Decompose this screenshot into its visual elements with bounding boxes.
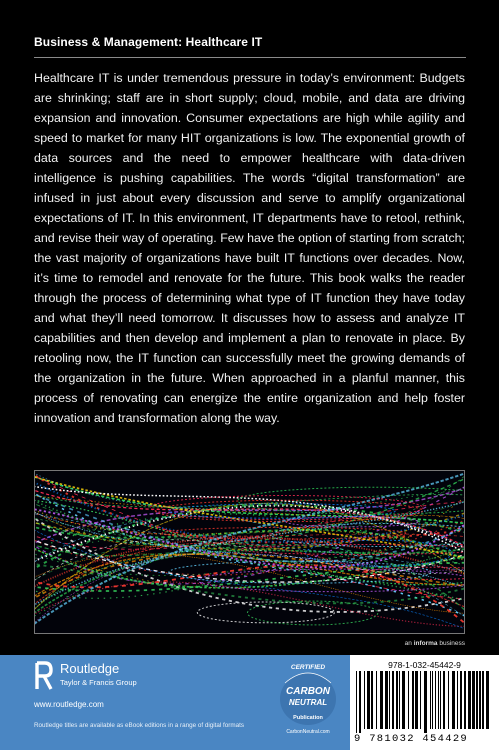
barcode-bar — [424, 671, 427, 733]
badge-carbon: CARBON — [286, 686, 330, 697]
barcode-bar — [472, 671, 475, 729]
publisher-url[interactable]: www.routledge.com — [34, 700, 104, 709]
informa-brand: informa — [413, 640, 438, 647]
barcode-bar — [482, 671, 484, 729]
barcode-panel — [350, 655, 499, 750]
barcode-bar — [385, 671, 388, 729]
barcode-bar — [389, 671, 390, 729]
informa-suffix: business — [437, 640, 465, 647]
publisher-name: Routledge — [60, 661, 120, 676]
barcode-bar — [396, 671, 398, 729]
barcode-bar — [415, 671, 418, 729]
informa-prefix: an — [404, 640, 414, 647]
barcode-bar — [371, 671, 373, 729]
badge-publication: Publication — [293, 715, 323, 721]
badge-certified: CERTIFIED — [290, 664, 326, 671]
badge-neutral: NEUTRAL — [288, 698, 328, 707]
barcode-bar — [457, 671, 458, 729]
barcode-bar — [430, 671, 431, 729]
barcode-bar — [476, 671, 478, 729]
barcode-bar — [432, 671, 433, 729]
barcode-bar — [464, 671, 466, 729]
back-cover-blurb: Healthcare IT is under tremendous pressure in today’s environment: Budgets are shrinking; staff are in short supply; cloud, mobile, and data are driving expansion and innovation. Consumer expectations are high while agility and speed to market for many HIT organizations is low. The exponential growth of data sources and the need to empower healthcare with data-driven intelligence is pushing capabilities. The words “digital transformation” are infused in just about every discussion and serve to amplify organizational expectations of IT. In this environment, IT departments have to retool, rethink, and revise their way of operating. Few have the option of starting from scratch; the vast majority of organizations have built IT functions over decades. Now, it’s time to remodel and renovate for the future. This book walks the reader through the process of determining what type of IT function they have today and what they’ll need tomorrow. It discusses how to assess and analyze IT capabilities and then develop and implement a plan to renovate in place. By retooling now, the IT function can successfully meet the growing demands of the organization in the future. When approached in a planful manner, this process of renovating can energize the entire organization and help foster innovation and transformation along the way. — [34, 71, 465, 425]
barcode-bar — [399, 671, 400, 729]
barcode-bar — [438, 671, 439, 729]
barcode-bar — [443, 671, 445, 729]
barcode-bar — [408, 671, 409, 729]
barcode-bar — [380, 671, 383, 729]
barcode-bar — [392, 671, 394, 729]
ebook-note: Routledge titles are available as eBook editions in a range of digital formats — [34, 722, 245, 729]
isbn-label: 978-1-032-45442-9 — [388, 660, 461, 670]
data-stream — [35, 500, 465, 585]
series-label: Business & Management: Healthcare IT — [34, 35, 263, 49]
barcode-bar — [356, 671, 357, 733]
header-rule — [34, 57, 466, 58]
barcode-bar — [420, 671, 421, 729]
isbn-digits: 9 781032 454429 — [354, 733, 469, 745]
data-stream — [35, 475, 465, 524]
data-ring — [247, 601, 377, 625]
barcode-bar — [460, 671, 462, 729]
barcode-bar — [364, 671, 365, 729]
barcode-bar — [402, 671, 405, 729]
barcode-bar — [486, 671, 489, 729]
streams-group — [35, 471, 465, 631]
barcode-icon — [356, 671, 493, 733]
barcode-bar — [376, 671, 377, 729]
publisher-footer — [0, 655, 499, 750]
barcode-bar — [435, 671, 436, 729]
publisher-group: Taylor & Francis Group — [60, 678, 137, 687]
badge-site: CarbonNeutral.com — [286, 729, 330, 735]
barcode-bar — [440, 671, 441, 729]
barcode-bar — [367, 671, 370, 729]
barcode-bar — [412, 671, 414, 729]
routledge-logo-icon — [34, 661, 54, 691]
barcode-bar — [448, 671, 449, 729]
barcode-bar — [468, 671, 471, 729]
informa-tagline — [405, 640, 465, 647]
barcode-bar — [479, 671, 481, 729]
cover-artwork — [34, 470, 465, 634]
carbon-neutral-badge-icon — [275, 657, 341, 737]
barcode-bar — [359, 671, 361, 733]
barcode-bar — [452, 671, 455, 729]
data-streams-image — [35, 471, 465, 634]
